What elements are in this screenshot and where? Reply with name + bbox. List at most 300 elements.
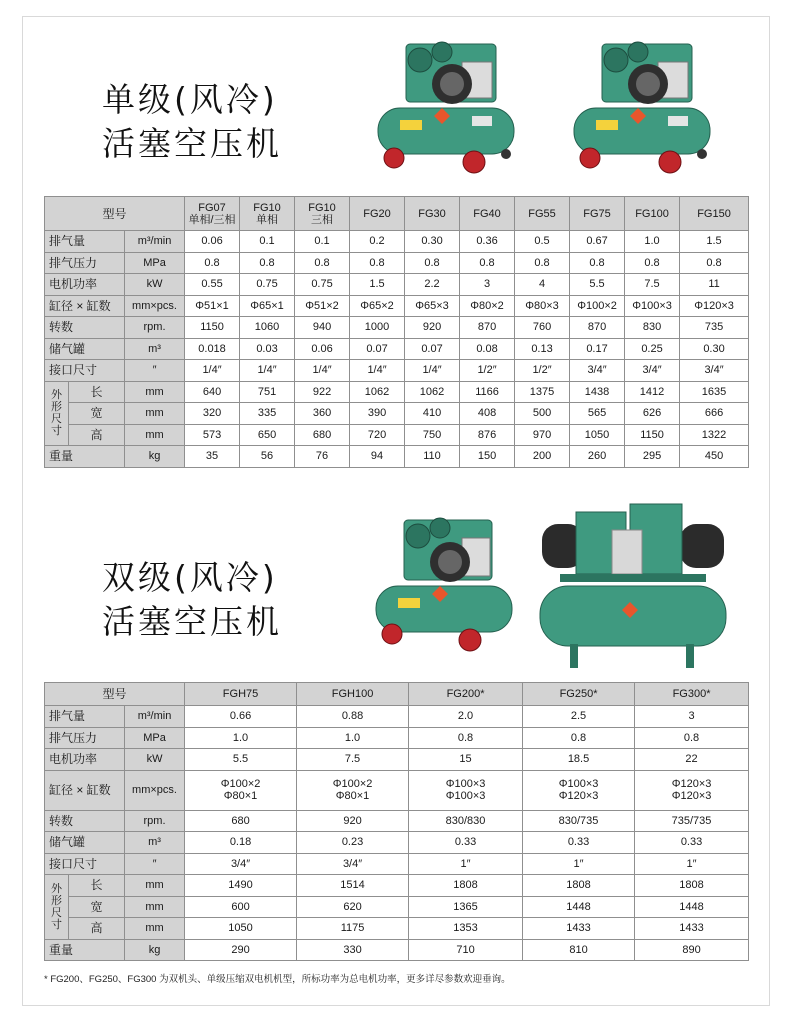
value-cell: 500 [515, 403, 570, 425]
model-header-cell [350, 197, 405, 231]
value-cell: 2.0 [409, 706, 523, 728]
param-unit: kW [125, 749, 185, 771]
param-unit: kg [125, 939, 185, 961]
table-row [45, 231, 749, 253]
param-label: 转数 [45, 317, 125, 339]
value-cell: 970 [515, 424, 570, 446]
value-cell: Φ100×3 [625, 295, 680, 317]
value-cell: 260 [570, 446, 625, 468]
value-cell: 1150 [625, 424, 680, 446]
section2-title-line2: 活塞空压机 [102, 602, 282, 641]
value-cell: 0.67 [570, 231, 625, 253]
value-cell: 1514 [297, 875, 409, 897]
value-cell: 1000 [350, 317, 405, 339]
footnote: * FG200、FG250、FG300 为双机头、单级压缩双电机机型，所标功率为总电机功率，更多详尽参数欢迎垂询。 [44, 974, 511, 985]
value-cell: 18.5 [523, 749, 635, 771]
param-unit: mm [125, 918, 185, 940]
value-cell: Φ80×2 [460, 295, 515, 317]
value-cell: 56 [240, 446, 295, 468]
value-cell: 4 [515, 274, 570, 296]
value-cell: 0.07 [350, 338, 405, 360]
value-cell: 0.8 [350, 252, 405, 274]
value-cell: 600 [185, 896, 297, 918]
section1-title [102, 78, 282, 166]
value-cell: 330 [297, 939, 409, 961]
table-row [45, 875, 749, 897]
value-cell: 94 [350, 446, 405, 468]
section2-title [102, 556, 282, 644]
param-label: 接口尺寸 [45, 853, 125, 875]
value-cell: 876 [460, 424, 515, 446]
value-cell: 1/4″ [405, 360, 460, 382]
value-cell: 1175 [297, 918, 409, 940]
value-cell: 2.5 [523, 706, 635, 728]
value-cell: 3 [460, 274, 515, 296]
value-cell: 3/4″ [185, 853, 297, 875]
value-cell: 1062 [405, 381, 460, 403]
value-cell: 1/4″ [350, 360, 405, 382]
value-cell: 5.5 [185, 749, 297, 771]
value-line: Φ100×2 [332, 778, 373, 790]
value-cell: 0.33 [523, 832, 635, 854]
value-cell: 735/735 [635, 810, 749, 832]
model-name: FG55 [528, 207, 556, 220]
value-cell: 110 [405, 446, 460, 468]
value-cell: 1166 [460, 381, 515, 403]
param-unit: kW [125, 274, 185, 296]
param-unit: m³ [125, 832, 185, 854]
value-cell: 830/735 [523, 810, 635, 832]
model-name: 单相/三相 [188, 213, 236, 226]
value-cell: 0.8 [680, 252, 749, 274]
param-label: 储气罐 [45, 832, 125, 854]
model-header-cell [405, 197, 460, 231]
value-cell: 0.5 [515, 231, 570, 253]
value-cell: 666 [680, 403, 749, 425]
value-cell: 0.75 [295, 274, 350, 296]
value-cell: 15 [409, 749, 523, 771]
compressor-illustration [378, 42, 514, 173]
value-cell: 0.17 [570, 338, 625, 360]
value-cell: 1/2″ [515, 360, 570, 382]
value-line: Φ80×1 [223, 790, 258, 802]
value-cell: Φ51×1 [185, 295, 240, 317]
value-cell: 1808 [523, 875, 635, 897]
dimensions-label-char: 寸 [51, 918, 62, 931]
value-cell: Φ65×1 [240, 295, 295, 317]
value-cell: Φ65×3 [405, 295, 460, 317]
compressor-illustration [540, 504, 726, 668]
param-label: 重量 [45, 446, 125, 468]
value-cell: 3/4″ [570, 360, 625, 382]
value-cell: 35 [185, 446, 240, 468]
model-header-cell: FG250* [523, 683, 635, 706]
value-cell: 760 [515, 317, 570, 339]
model-name: FG75 [583, 207, 611, 220]
param-unit: ″ [125, 853, 185, 875]
dimensions-label [45, 381, 69, 446]
value-cell: 710 [409, 939, 523, 961]
param-unit: ″ [125, 360, 185, 382]
value-cell: 320 [185, 403, 240, 425]
value-cell [297, 770, 409, 810]
value-cell: 11 [680, 274, 749, 296]
value-cell: 1448 [523, 896, 635, 918]
value-cell [523, 770, 635, 810]
param-unit: m³/min [125, 231, 185, 253]
value-line: Φ120×3 [558, 790, 599, 802]
table-row [45, 424, 749, 446]
value-cell: Φ120×3 [680, 295, 749, 317]
value-cell: 1412 [625, 381, 680, 403]
value-cell: 390 [350, 403, 405, 425]
table-row [45, 381, 749, 403]
model-name: FG100 [635, 207, 669, 220]
value-cell [409, 770, 523, 810]
model-name: FG150 [697, 207, 731, 220]
value-cell: 810 [523, 939, 635, 961]
value-cell: 1808 [635, 875, 749, 897]
value-cell: 200 [515, 446, 570, 468]
value-cell: 7.5 [297, 749, 409, 771]
table-row [45, 853, 749, 875]
value-cell: 0.55 [185, 274, 240, 296]
value-cell: 450 [680, 446, 749, 468]
table-row [45, 360, 749, 382]
value-cell: 22 [635, 749, 749, 771]
value-line: Φ100×2 [220, 778, 261, 790]
table-header-row [45, 197, 749, 231]
value-cell: 1″ [523, 853, 635, 875]
model-header-cell: FGH75 [185, 683, 297, 706]
model-header-cell [680, 197, 749, 231]
value-cell: 0.30 [680, 338, 749, 360]
value-cell: 0.33 [409, 832, 523, 854]
value-cell: 1490 [185, 875, 297, 897]
param-unit: MPa [125, 727, 185, 749]
value-cell [185, 770, 297, 810]
table-row [45, 317, 749, 339]
value-cell: 0.13 [515, 338, 570, 360]
dimension-label: 长 [69, 875, 125, 897]
value-cell: 0.03 [240, 338, 295, 360]
param-unit: mm×pcs. [125, 295, 185, 317]
value-cell: 0.8 [185, 252, 240, 274]
param-unit: rpm. [125, 317, 185, 339]
model-name: FG10 [308, 201, 336, 214]
value-cell: 0.75 [240, 274, 295, 296]
value-cell: 1635 [680, 381, 749, 403]
value-cell: 1375 [515, 381, 570, 403]
model-name: FG07 [198, 201, 226, 214]
param-label: 缸径 × 缸数 [45, 295, 125, 317]
table-row [45, 295, 749, 317]
param-label: 排气量 [45, 231, 125, 253]
value-cell: 0.8 [295, 252, 350, 274]
model-name: FG40 [473, 207, 501, 220]
value-cell: 922 [295, 381, 350, 403]
param-unit: mm [125, 875, 185, 897]
single-stage-compressor-photo [556, 28, 724, 180]
value-cell: 0.08 [460, 338, 515, 360]
value-cell: 1″ [635, 853, 749, 875]
value-cell: 620 [297, 896, 409, 918]
value-cell: Φ100×2 [570, 295, 625, 317]
value-cell: 0.8 [405, 252, 460, 274]
value-cell: 1/4″ [295, 360, 350, 382]
value-cell: 0.33 [635, 832, 749, 854]
model-header-cell [185, 197, 240, 231]
value-cell: 920 [405, 317, 460, 339]
value-cell: 150 [460, 446, 515, 468]
value-cell: 1433 [635, 918, 749, 940]
value-cell: 3/4″ [297, 853, 409, 875]
param-unit: kg [125, 446, 185, 468]
value-cell: 1322 [680, 424, 749, 446]
value-cell: 890 [635, 939, 749, 961]
value-cell: 1.0 [297, 727, 409, 749]
value-line: Φ100×3 [558, 778, 599, 790]
value-cell: 0.8 [515, 252, 570, 274]
model-name: FG20 [363, 207, 391, 220]
value-cell: 360 [295, 403, 350, 425]
value-cell: 0.8 [460, 252, 515, 274]
model-header-cell: FG200* [409, 683, 523, 706]
value-cell: 1448 [635, 896, 749, 918]
value-cell: 680 [295, 424, 350, 446]
dimensions-label-char: 外 [51, 389, 62, 402]
value-cell: 573 [185, 424, 240, 446]
value-cell: 0.8 [409, 727, 523, 749]
value-cell: 335 [240, 403, 295, 425]
model-header-cell: FG300* [635, 683, 749, 706]
param-label: 排气压力 [45, 727, 125, 749]
dimensions-label-char: 形 [51, 894, 62, 907]
param-unit: mm [125, 424, 185, 446]
value-cell: 0.88 [297, 706, 409, 728]
value-cell: 1353 [409, 918, 523, 940]
value-cell: Φ51×2 [295, 295, 350, 317]
param-unit: rpm. [125, 810, 185, 832]
param-label: 电机功率 [45, 274, 125, 296]
value-cell: 1050 [185, 918, 297, 940]
value-cell: 1808 [409, 875, 523, 897]
dimensions-label-char: 寸 [51, 425, 62, 438]
value-cell: Φ65×2 [350, 295, 405, 317]
value-cell: 0.8 [625, 252, 680, 274]
dimension-label: 长 [69, 381, 125, 403]
table-row [45, 403, 749, 425]
model-name: FG30 [418, 207, 446, 220]
dimensions-label-char: 尺 [51, 413, 62, 426]
value-cell: 1.0 [625, 231, 680, 253]
table-row [45, 252, 749, 274]
value-cell: 1/4″ [240, 360, 295, 382]
table-row [45, 918, 749, 940]
value-cell: 735 [680, 317, 749, 339]
section2-title-line1: 双级(风冷) [102, 558, 278, 597]
param-unit: mm [125, 381, 185, 403]
value-cell: 940 [295, 317, 350, 339]
twin-head-compressor-photo [530, 494, 736, 672]
compressor-illustration [376, 518, 512, 651]
value-line: Φ100×3 [445, 790, 486, 802]
value-cell: 295 [625, 446, 680, 468]
param-unit: MPa [125, 252, 185, 274]
param-label: 储气罐 [45, 338, 125, 360]
dimensions-label-char: 外 [51, 882, 62, 895]
value-cell: 680 [185, 810, 297, 832]
param-unit: mm [125, 896, 185, 918]
value-cell: 290 [185, 939, 297, 961]
model-name: 单相 [256, 213, 279, 226]
table-row [45, 749, 749, 771]
model-header-cell [295, 197, 350, 231]
model-header-cell [460, 197, 515, 231]
param-label: 重量 [45, 939, 125, 961]
value-cell: 0.1 [295, 231, 350, 253]
value-cell: 750 [405, 424, 460, 446]
value-cell: 410 [405, 403, 460, 425]
value-cell: 751 [240, 381, 295, 403]
param-label: 电机功率 [45, 749, 125, 771]
value-cell: 1.5 [680, 231, 749, 253]
two-stage-compressor-photo [362, 506, 520, 656]
table-row [45, 770, 749, 810]
param-label: 缸径 × 缸数 [45, 770, 125, 810]
value-cell: 1″ [409, 853, 523, 875]
model-header-cell: FGH100 [297, 683, 409, 706]
value-cell: 1/2″ [460, 360, 515, 382]
param-label: 接口尺寸 [45, 360, 125, 382]
model-header-cell [515, 197, 570, 231]
value-cell: 565 [570, 403, 625, 425]
value-cell: 0.18 [185, 832, 297, 854]
value-cell: 3 [635, 706, 749, 728]
table-row [45, 939, 749, 961]
value-cell: 1.5 [350, 274, 405, 296]
value-cell: 0.36 [460, 231, 515, 253]
table-row [45, 810, 749, 832]
param-unit: m³/min [125, 706, 185, 728]
dimension-label: 宽 [69, 896, 125, 918]
param-label: 排气压力 [45, 252, 125, 274]
model-header-cell [570, 197, 625, 231]
value-cell: 640 [185, 381, 240, 403]
value-cell: 0.8 [635, 727, 749, 749]
param-unit: mm×pcs. [125, 770, 185, 810]
two-stage-spec-table [44, 682, 749, 961]
model-name: 三相 [311, 213, 334, 226]
value-line: Φ120×3 [671, 778, 712, 790]
param-label: 排气量 [45, 706, 125, 728]
value-cell: 0.8 [240, 252, 295, 274]
value-cell: 1.0 [185, 727, 297, 749]
value-line: Φ120×3 [671, 790, 712, 802]
model-header-label: 型号 [45, 683, 185, 706]
single-stage-spec-table [44, 196, 749, 468]
table-row [45, 446, 749, 468]
value-cell: 7.5 [625, 274, 680, 296]
value-cell: 0.06 [295, 338, 350, 360]
table-row [45, 727, 749, 749]
param-unit: mm [125, 403, 185, 425]
value-cell: 0.018 [185, 338, 240, 360]
dimensions-label [45, 875, 69, 940]
value-cell: 5.5 [570, 274, 625, 296]
value-cell: 1062 [350, 381, 405, 403]
model-header-cell [240, 197, 295, 231]
value-cell: 0.1 [240, 231, 295, 253]
table-header-row [45, 683, 749, 706]
value-cell: 1365 [409, 896, 523, 918]
value-cell: 0.07 [405, 338, 460, 360]
model-header-cell [625, 197, 680, 231]
table-row [45, 832, 749, 854]
value-cell: 3/4″ [625, 360, 680, 382]
single-stage-compressor-photo [360, 28, 528, 180]
value-cell: 1060 [240, 317, 295, 339]
value-cell: 408 [460, 403, 515, 425]
value-cell: 3/4″ [680, 360, 749, 382]
dimension-label: 高 [69, 918, 125, 940]
value-cell: 1150 [185, 317, 240, 339]
value-cell: 1/4″ [185, 360, 240, 382]
value-cell: 0.23 [297, 832, 409, 854]
value-cell: 830 [625, 317, 680, 339]
value-cell: 0.8 [570, 252, 625, 274]
value-cell: 0.30 [405, 231, 460, 253]
value-cell: 76 [295, 446, 350, 468]
value-cell: 0.2 [350, 231, 405, 253]
value-cell: 1050 [570, 424, 625, 446]
compressor-illustration [574, 42, 710, 173]
value-cell: 1433 [523, 918, 635, 940]
value-cell: 2.2 [405, 274, 460, 296]
value-cell: 0.06 [185, 231, 240, 253]
value-cell: 0.8 [523, 727, 635, 749]
value-cell: 870 [570, 317, 625, 339]
value-cell: 0.66 [185, 706, 297, 728]
value-cell: 870 [460, 317, 515, 339]
section1-title-line2: 活塞空压机 [102, 124, 282, 163]
param-unit: m³ [125, 338, 185, 360]
dimensions-label-char: 形 [51, 401, 62, 414]
value-cell: 830/830 [409, 810, 523, 832]
table-row [45, 274, 749, 296]
table-row [45, 338, 749, 360]
dimension-label: 高 [69, 424, 125, 446]
table-row [45, 896, 749, 918]
value-cell: 1438 [570, 381, 625, 403]
value-line: Φ80×1 [335, 790, 370, 802]
value-cell: 720 [350, 424, 405, 446]
dimensions-label-char: 尺 [51, 906, 62, 919]
value-cell: 0.25 [625, 338, 680, 360]
model-name: FG10 [253, 201, 281, 214]
value-cell: 920 [297, 810, 409, 832]
value-cell: Φ80×3 [515, 295, 570, 317]
value-cell: 626 [625, 403, 680, 425]
model-header-label: 型号 [45, 197, 185, 231]
param-label: 转数 [45, 810, 125, 832]
value-cell [635, 770, 749, 810]
table-row [45, 706, 749, 728]
value-line: Φ100×3 [445, 778, 486, 790]
value-cell: 650 [240, 424, 295, 446]
section1-title-line1: 单级(风冷) [102, 80, 278, 119]
dimension-label: 宽 [69, 403, 125, 425]
